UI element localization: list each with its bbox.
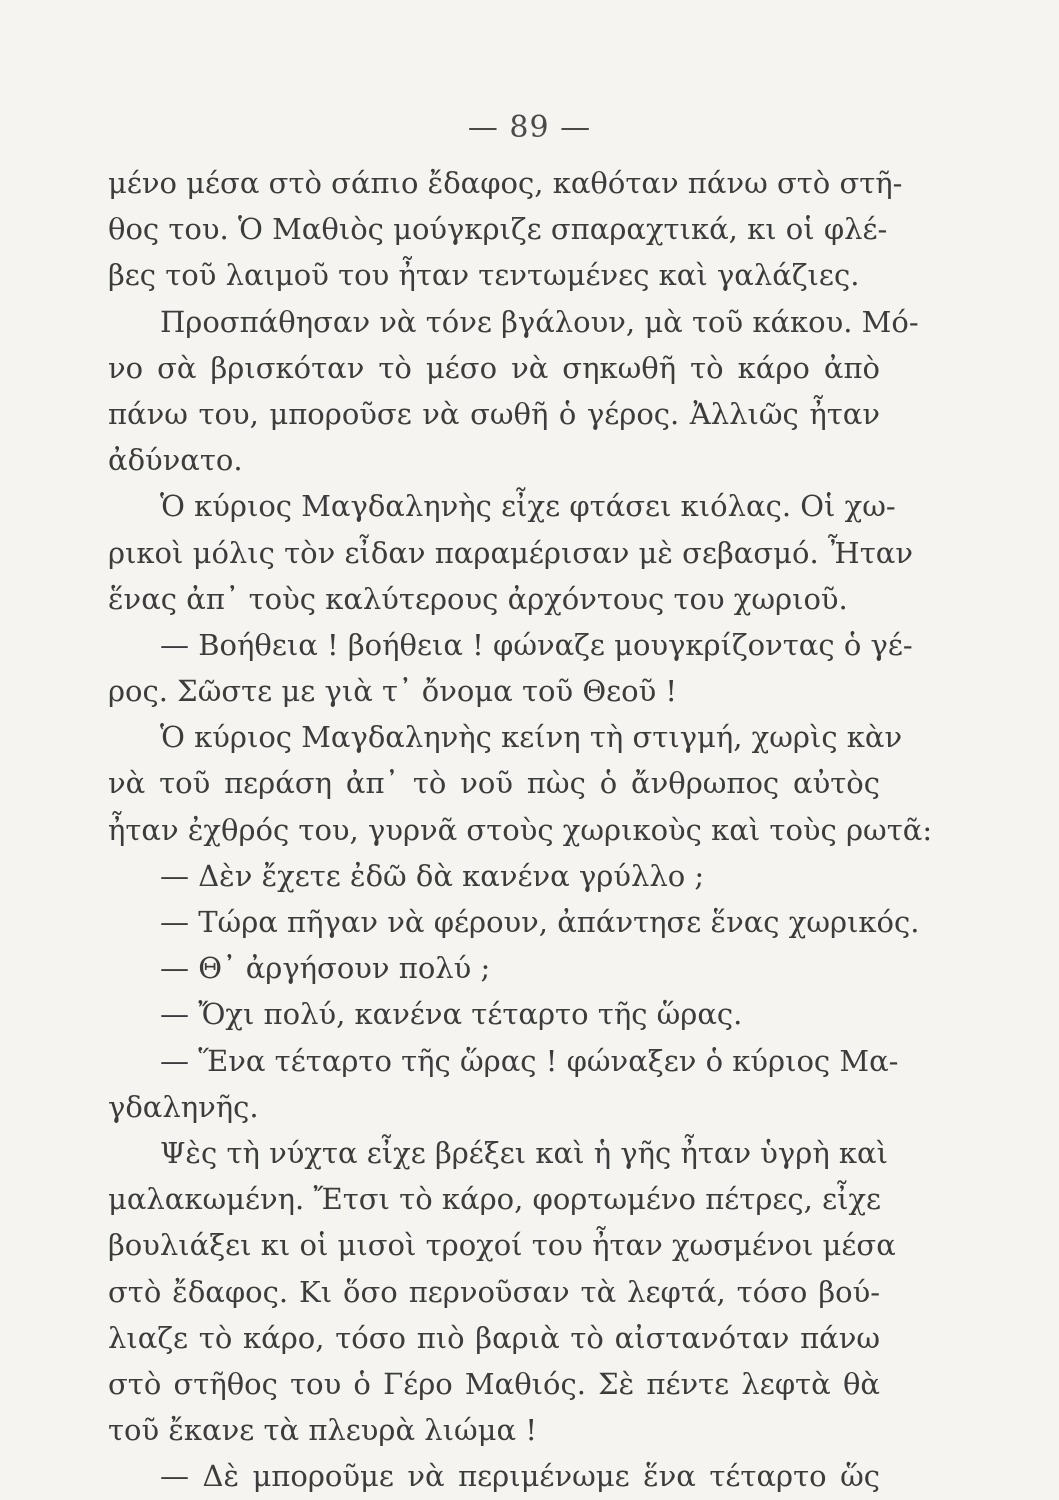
text-line: — Τώρα πῆγαν νὰ φέρουν, ἀπάντησε ἕνας χωρικός. — [160, 905, 920, 939]
text-line: ἀδύνατο. — [108, 443, 243, 478]
text-line: ἕνας ἀπ᾿ τοὺς καλύτερους ἀρχόντους του χωριοῦ. — [108, 581, 848, 616]
text-line: θος του. Ὁ Μαθιὸς μούγκριζε σπαραχτικά, κι οἱ φλέ- — [108, 212, 888, 247]
text-line: τοῦ ἔκανε τὰ πλευρὰ λιώμα ! — [108, 1413, 537, 1448]
text-line: ρος. Σῶστε με γιὰ τ᾿ ὄνομα τοῦ Θεοῦ ! — [108, 674, 678, 709]
text-line: ἦταν ἐχθρός του, γυρνᾶ στοὺς χωρικοὺς καὶ τοὺς ρωτᾶ: — [108, 812, 933, 847]
text-line: γδαληνῆς. — [108, 1089, 259, 1124]
page-number: — 89 — — [467, 110, 592, 145]
text-line: Ὁ κύριος Μαγδαληνὴς εἶχε φτάσει κιόλας. Οἱ χω- — [160, 489, 896, 524]
body-text — [108, 160, 933, 1499]
text-line: Προσπάθησαν νὰ τόνε βγάλουν, μὰ τοῦ κάκου. Μό- — [160, 304, 919, 339]
text-line: βουλιάξει κι οἱ μισοὶ τροχοί του ἦταν χωσμένοι μέσα — [108, 1228, 896, 1263]
text-line: πάνω του, μποροῦσε νὰ σωθῆ ὁ γέρος. Ἀλλιῶς ἦταν — [108, 396, 880, 431]
text-line: στὸ ἔδαφος. Κι ὅσο περνοῦσαν τὰ λεφτά, τόσο βού- — [108, 1274, 880, 1309]
text-line: μένο μέσα στὸ σάπιο ἔδαφος, καθόταν πάνω στὸ στῆ- — [108, 166, 903, 200]
text-line: Ψὲς τὴ νύχτα εἶχε βρέξει καὶ ἡ γῆς ἦταν ὑγρὴ καὶ — [160, 1135, 888, 1170]
text-line: — Ὄχι πολύ, κανένα τέταρτο τῆς ὥρας. — [160, 997, 743, 1032]
text-line: — Δὲν ἔχετε ἐδῶ δὰ κανένα γρύλλο ; — [160, 858, 705, 893]
text-line: — Θ᾿ ἀργήσουν πολύ ; — [160, 951, 491, 986]
text-line: ρικοὶ μόλις τὸν εἶδαν παραμέρισαν μὲ σεβασμό. Ἦταν — [108, 535, 913, 570]
text-line: νο σὰ βρισκόταν τὸ μέσο νὰ σηκωθῆ τὸ κάρο ἀπὸ — [108, 350, 880, 385]
text-line: — Βοήθεια ! βοήθεια ! φώναζε μουγκρίζοντας ὁ γέ- — [160, 627, 913, 662]
text-line: λιαζε τὸ κάρο, τόσο πιὸ βαριὰ τὸ αἰστανόταν πάνω — [108, 1320, 880, 1355]
text-line: μαλακωμένη. Ἔτσι τὸ κάρο, φορτωμένο πέτρες, εἶχε — [108, 1182, 882, 1217]
text-line: Ὁ κύριος Μαγδαληνὴς κείνη τὴ στιγμή, χωρὶς κὰν — [160, 720, 903, 755]
text-line: στὸ στῆθος του ὁ Γέρο Μαθιός. Σὲ πέντε λεφτὰ θὰ — [108, 1366, 880, 1401]
text-line: νὰ τοῦ περάση ἀπ᾿ τὸ νοῦ πὼς ὁ ἄνθρωπος αὐτὸς — [108, 766, 880, 801]
text-line: βες τοῦ λαιμοῦ του ἦταν τεντωμένες καὶ γαλάζιες. — [108, 258, 860, 293]
text-line: — Ἕνα τέταρτο τῆς ὥρας ! φώναξεν ὁ κύριος Μα- — [160, 1043, 899, 1078]
text-line: — Δὲ μποροῦμε νὰ περιμένωμε ἕνα τέταρτο ὥς — [160, 1459, 880, 1494]
